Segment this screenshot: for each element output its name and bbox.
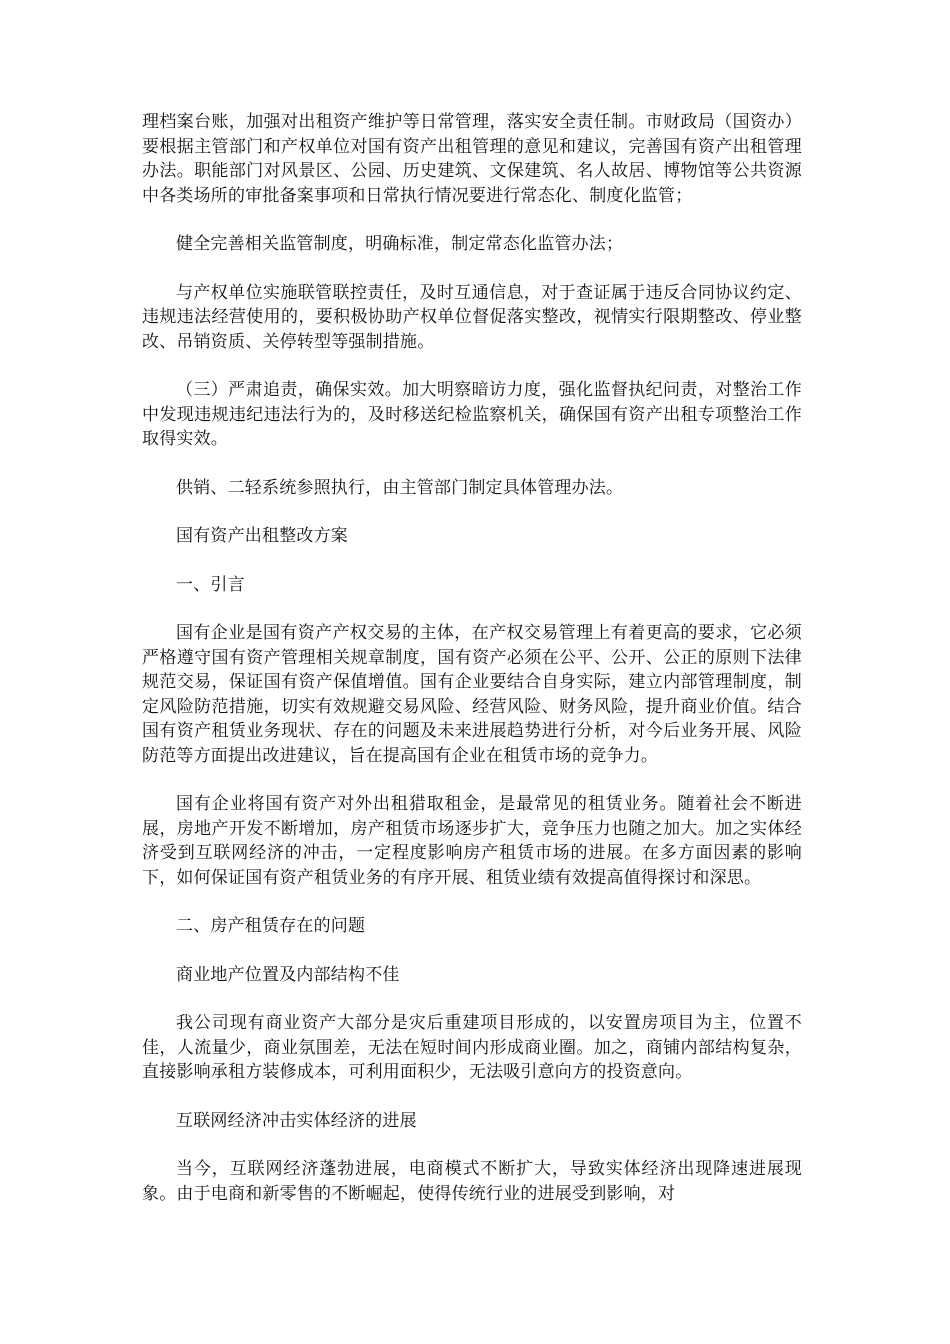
document-body xyxy=(142,110,802,1206)
heading-introduction: 一、引言 xyxy=(176,574,245,595)
paragraph-9: 国有企业将国有资产对外出租猎取租金，是最常见的租赁业务。随着社会不断进展，房地产开发不断增加，房产租赁市场逐步扩大，竞争压力也随之加大。加之实体经济受到互联网经济的冲击，一定程度影响房产租赁市场的进展。在多方面因素的影响下，如何保证国有资产租赁业务的有序开展、租赁业绩有效提高值得探讨和深思。 xyxy=(142,794,802,888)
subheading-internet: 互联网经济冲击实体经济的进展 xyxy=(176,1110,417,1131)
paragraph-1: 理档案台账，加强对出租资产维护等日常管理，落实安全责任制。市财政局（国资办）要根据主管部门和产权单位对国有资产出租管理的意见和建议，完善国有资产出租管理办法。职能部门对风景区、公园、历史建筑、文保建筑、名人故居、博物馆等公共资源中各类场所的审批备案事项和日常执行情况要进行常态化、制度化监管； xyxy=(142,112,802,206)
section-title: 国有资产出租整改方案 xyxy=(176,526,348,546)
heading-problems: 二、房产租赁存在的问题 xyxy=(176,916,366,936)
subheading-location: 商业地产位置及内部结构不佳 xyxy=(176,964,400,985)
paragraph-2: 健全完善相关监管制度，明确标准，制定常态化监管办法； xyxy=(176,234,624,254)
paragraph-5: 供销、二轻系统参照执行，由主管部门制定具体管理办法。 xyxy=(176,477,624,498)
paragraph-8: 国有企业是国有资产产权交易的主体，在产权交易管理上有着更高的要求，它必须严格遵守国有资产管理相关规章制度，国有资产必须在公平、公开、公正的原则下法律规范交易，保证国有资产保值增值。国有企业要结合自身实际，建立内部管理制度，制定风险防范措施，切实有效规避交易风险、经营风险、财务风险，提升商业价值。结合国有资产租赁业务现状、存在的问题及未来进展趋势进行分析，对今后业务开展、风险防范等方面提出改进建议，旨在提高国有企业在租赁市场的竞争力。 xyxy=(142,623,802,766)
paragraph-4: （三）严肃追责，确保实效。加大明察暗访力度，强化监督执纪问责，对整治工作中发现违规违纪违法行为的，及时移送纪检监察机关，确保国有资产出租专项整治工作取得实效。 xyxy=(142,380,802,449)
paragraph-14: 当今，互联网经济蓬勃进展，电商模式不断扩大，导致实体经济出现降速进展现象。由于电商和新零售的不断崛起，使得传统行业的进展受到影响，对 xyxy=(142,1159,802,1204)
paragraph-12: 我公司现有商业资产大部分是灾后重建项目形成的，以安置房项目为主，位置不佳，人流量少，商业氛围差，无法在短时间内形成商业圈。加之，商铺内部结构复杂，直接影响承租方装修成本，可利用面积少，无法吸引意向方的投资意向。 xyxy=(142,1013,802,1082)
paragraph-3: 与产权单位实施联管联控责任，及时互通信息，对于查证属于违反合同协议约定、违规违法经营使用的，要积极协助产权单位督促落实整改，视情实行限期整改、停业整改、吊销资质、关停转型等强制措施。 xyxy=(142,282,802,352)
